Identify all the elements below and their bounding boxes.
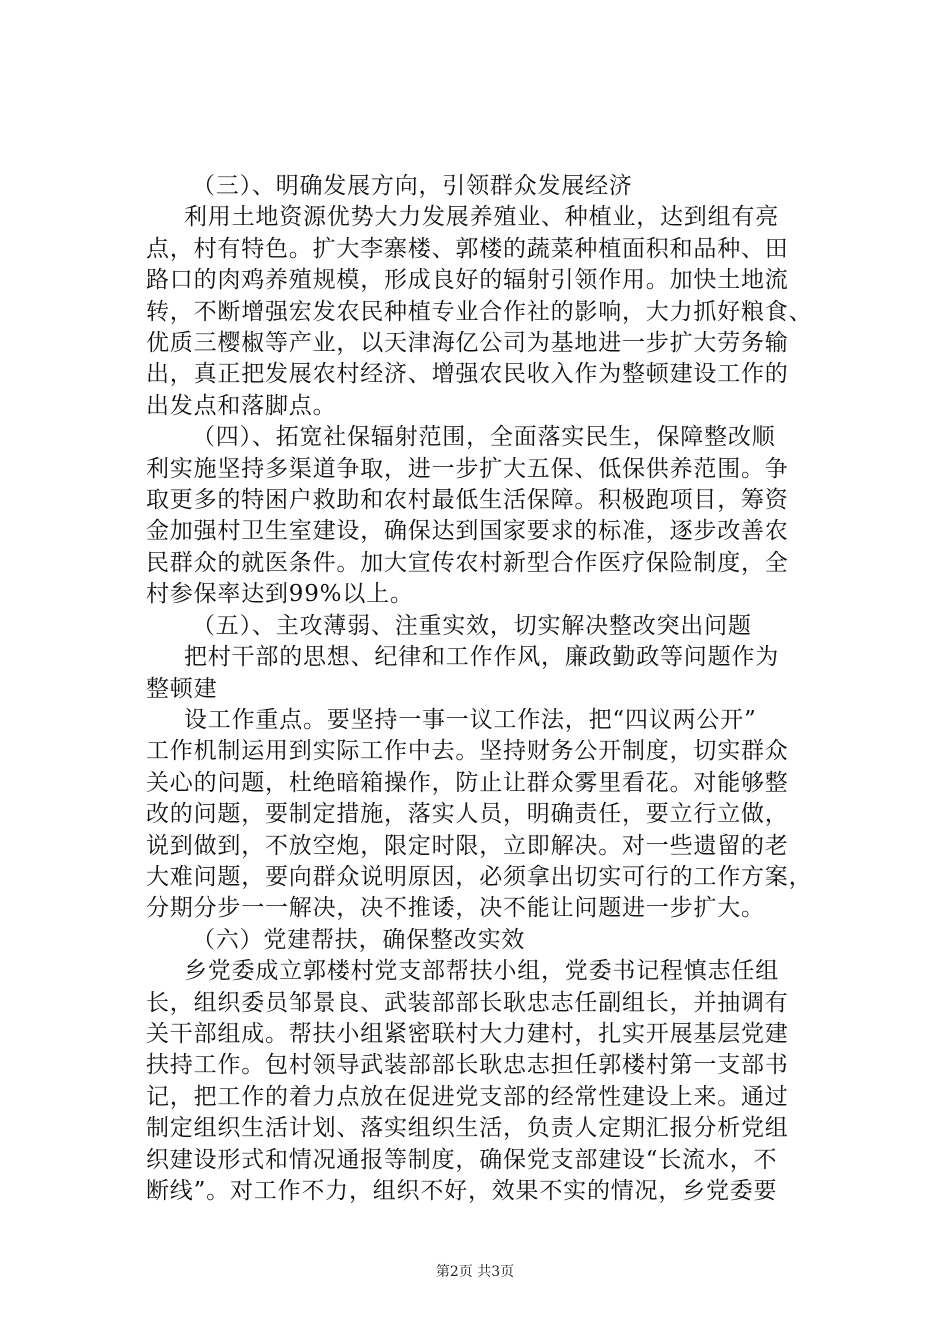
text-line: （三）、明确发展方向，引领群众发展经济	[192, 173, 633, 199]
text-line: 改的问题，要制定措施，落实人员，明确责任，要立行立做，	[146, 801, 789, 828]
text-line: 设工作重点。要坚持一事一议工作法，把“四议两公开”	[184, 706, 757, 733]
text-line: 扶持工作。包村领导武装部部长耿忠志担任郭楼村第一支部书	[146, 1052, 789, 1079]
text-line: 工作机制运用到实际工作中去。坚持财务公开制度，切实群众	[146, 738, 789, 765]
text-line: 织建设形式和情况通报等制度，确保党支部建设“长流水，不	[146, 1146, 778, 1173]
text-line: 点，村有特色。扩大李寨楼、郭楼的蔬菜种植面积和品种、田	[146, 235, 789, 262]
text-line: 金加强村卫生室建设，确保达到国家要求的标准，逐步改善农	[146, 518, 789, 545]
text-line: 整顿建	[146, 675, 218, 702]
text-line: 优质三樱椒等产业，以天津海亿公司为基地进一步扩大劳务输	[146, 330, 789, 357]
text-line: （四）、拓宽社保辐射范围，全面落实民生，保障整改顺	[192, 424, 776, 451]
text-line: 村参保率达到99%以上。	[146, 581, 414, 608]
text-line: 关干部组成。帮扶小组紧密联村大力建村，扎实开展基层党建	[146, 1020, 789, 1047]
text-line: 大难问题，要向群众说明原因，必须拿出切实可行的工作方案，	[146, 863, 813, 890]
text-line: 断线”。对工作不力，组织不好，效果不实的情况，乡党委要	[146, 1178, 778, 1204]
text-line: 民群众的就医条件。加大宣传农村新型合作医疗保险制度，全	[146, 549, 789, 576]
text-line: 转，不断增强宏发农民种植专业合作社的影响，大力抓好粮食、	[146, 298, 813, 325]
text-line: 关心的问题，杜绝暗箱操作，防止让群众雾里看花。对能够整	[146, 769, 789, 796]
text-line: 取更多的特困户救助和农村最低生活保障。积极跑项目，筹资	[146, 487, 789, 514]
page-footer: 第2页 共3页	[435, 1264, 515, 1280]
text-line: 分期分步一一解决，决不推诿，决不能让问题进一步扩大。	[146, 895, 765, 922]
text-line: 路口的肉鸡养殖规模，形成良好的辐射引领作用。加快土地流	[146, 267, 789, 294]
text-line: 利用土地资源优势大力发展养殖业、种植业，达到组有亮	[184, 204, 779, 231]
text-line: （六）党建帮扶，确保整改实效	[192, 926, 526, 953]
text-line: 出，真正把发展农村经济、增强农民收入作为整顿建设工作的	[146, 361, 789, 388]
text-line: 长，组织委员邹景良、武装部部长耿忠志任副组长，并抽调有	[146, 989, 789, 1016]
text-line: 制定组织生活计划、落实组织生活，负责人定期汇报分析党组	[146, 1115, 789, 1142]
text-line: 出发点和落脚点。	[146, 392, 337, 419]
text-line: 利实施坚持多渠道争取，进一步扩大五保、低保供养范围。争	[146, 455, 789, 482]
text-line: 记，把工作的着力点放在促进党支部的经常性建设上来。通过	[146, 1083, 789, 1110]
document-body	[146, 171, 846, 1207]
text-line: 把村干部的思想、纪律和工作作风，廉政勤政等问题作为	[184, 644, 779, 671]
text-line: 说到做到，不放空炮，限定时限，立即解决。对一些遗留的老	[146, 832, 789, 859]
text-line: 乡党委成立郭楼村党支部帮扶小组，党委书记程慎志任组	[184, 958, 779, 985]
text-line: （五）、主攻薄弱、注重实效，切实解决整改突出问题	[192, 612, 752, 639]
